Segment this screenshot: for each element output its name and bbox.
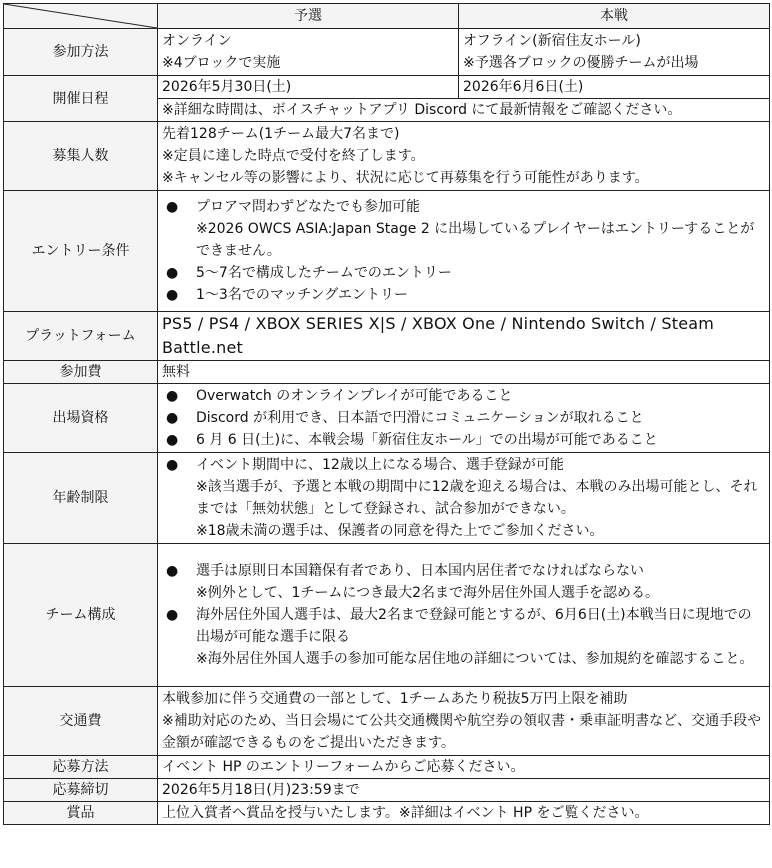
label-deadline: 応募締切 bbox=[4, 779, 158, 802]
qualification-content bbox=[158, 384, 770, 453]
team-content bbox=[158, 544, 770, 687]
transport-content bbox=[158, 687, 770, 756]
entry-bullet-3 bbox=[162, 284, 765, 306]
row-qualification bbox=[4, 384, 770, 453]
recruit-line3: ※キャンセル等の影響により、状況に応じて再募集を行う可能性があります。 bbox=[162, 170, 649, 186]
team-bullet-1-text: 選手は原則日本国籍保有者であり、日本国内居住者でなければならない bbox=[196, 563, 644, 579]
deadline-text: 2026年5月18日(月)23:59まで bbox=[158, 779, 770, 802]
qual-bullet-3 bbox=[162, 429, 765, 451]
qual-bullet-2 bbox=[162, 407, 765, 429]
method-prelim-line1: オンライン bbox=[162, 33, 232, 49]
row-prize bbox=[4, 802, 770, 825]
diagonal-line bbox=[4, 4, 157, 28]
bullet-icon: ● bbox=[166, 287, 179, 303]
bullet-icon: ● bbox=[166, 410, 179, 426]
row-method bbox=[4, 29, 770, 76]
header-row bbox=[4, 4, 770, 29]
method-prelim-line2: ※4ブロックで実施 bbox=[162, 55, 281, 71]
age-note-2: ※18歳未満の選手は、保護者の同意を得た上でご参加ください。 bbox=[196, 523, 604, 539]
row-deadline bbox=[4, 779, 770, 802]
team-note-1: ※例外として、1チームにつき最大2名まで海外居住外国人選手を認める。 bbox=[196, 585, 659, 601]
row-team bbox=[4, 544, 770, 687]
label-date: 開催日程 bbox=[4, 76, 158, 122]
entry-bullet-1-text: プロアマ問わずどなたでも参加可能 bbox=[196, 199, 420, 215]
qual-bullet-2-text: Discord が利用でき、日本語で円滑にコミュニケーションが取れること bbox=[196, 410, 644, 426]
header-final: 本戦 bbox=[459, 4, 770, 29]
label-fee: 参加費 bbox=[4, 361, 158, 384]
method-prelim bbox=[158, 29, 459, 76]
age-note-1: ※該当選手が、予選と本戦の期間中に12歳を迎える場合は、本戦のみ出場可能とし、それまでは「無効状態」として登録され、試合参加ができない。 bbox=[196, 479, 758, 517]
transport-line2: ※補助対応のため、当日会場にて公共交通機関や航空券の領収書・乗車証明書など、交通手段や金額が確認できるものをご提出いただきます。 bbox=[162, 713, 762, 751]
age-bullet-1 bbox=[162, 454, 765, 476]
row-age bbox=[4, 453, 770, 544]
row-transport bbox=[4, 687, 770, 756]
apply-text: イベント HP のエントリーフォームからご応募ください。 bbox=[158, 756, 770, 779]
label-transport: 交通費 bbox=[4, 687, 158, 756]
fee-text: 無料 bbox=[158, 361, 770, 384]
entry-bullet-3-text: 1～3名でのマッチングエントリー bbox=[196, 287, 408, 303]
label-prize: 賞品 bbox=[4, 802, 158, 825]
label-platform: プラットフォーム bbox=[4, 312, 158, 361]
method-final-line2: ※予選各ブロックの優勝チームが出場 bbox=[463, 55, 699, 71]
platform-text: PS5 / PS4 / XBOX SERIES X|S / XBOX One / Nintendo Switch / Steam Battle.net bbox=[158, 312, 770, 361]
team-bullet-2 bbox=[162, 604, 765, 648]
bullet-icon: ● bbox=[166, 457, 179, 473]
recruit-line2: ※定員に達した時点で受付を終了します。 bbox=[162, 148, 425, 164]
transport-line1: 本戦参加に伴う交通費の一部として、1チームあたり税抜5万円上限を補助 bbox=[162, 691, 628, 707]
team-note-2: ※海外居住外国人選手の参加可能な居住地の詳細については、参加規約を確認すること。 bbox=[196, 651, 754, 667]
label-age: 年齢制限 bbox=[4, 453, 158, 544]
row-entry bbox=[4, 191, 770, 312]
label-qualification: 出場資格 bbox=[4, 384, 158, 453]
entry-bullet-1-note: ※2026 OWCS ASIA:Japan Stage 2 に出場しているプレイヤーはエントリーすることができません。 bbox=[196, 221, 755, 259]
label-recruit: 募集人数 bbox=[4, 122, 158, 191]
row-platform bbox=[4, 312, 770, 361]
label-method: 参加方法 bbox=[4, 29, 158, 76]
date-note: ※詳細な時間は、ボイスチャットアプリ Discord にて最新情報をご確認ください。 bbox=[158, 99, 770, 122]
method-final-line1: オフライン(新宿住友ホール) bbox=[463, 33, 641, 49]
entry-bullet-1 bbox=[162, 196, 765, 218]
row-apply bbox=[4, 756, 770, 779]
bullet-icon: ● bbox=[166, 265, 179, 281]
label-entry: エントリー条件 bbox=[4, 191, 158, 312]
row-fee bbox=[4, 361, 770, 384]
age-bullet-1-text: イベント期間中に、12歳以上になる場合、選手登録が可能 bbox=[196, 457, 564, 473]
recruit-line1: 先着128チーム(1チーム最大7名まで) bbox=[162, 126, 400, 142]
bullet-icon: ● bbox=[166, 199, 179, 215]
row-recruit bbox=[4, 122, 770, 191]
prize-text: 上位入賞者へ賞品を授与いたします。※詳細はイベント HP をご覧ください。 bbox=[158, 802, 770, 825]
qual-bullet-1 bbox=[162, 385, 765, 407]
bullet-icon: ● bbox=[166, 607, 179, 623]
row-date bbox=[4, 76, 770, 99]
header-prelim: 予選 bbox=[158, 4, 459, 29]
date-prelim: 2026年5月30日(土) bbox=[158, 76, 459, 99]
qual-bullet-3-text: 6 月 6 日(土)に、本戦会場「新宿住友ホール」での出場が可能であること bbox=[196, 432, 658, 448]
team-bullet-1 bbox=[162, 560, 765, 582]
bullet-icon: ● bbox=[166, 388, 179, 404]
date-final: 2026年6月6日(土) bbox=[459, 76, 770, 99]
label-team: チーム構成 bbox=[4, 544, 158, 687]
qual-bullet-1-text: Overwatch のオンラインプレイが可能であること bbox=[196, 388, 513, 404]
event-info-table bbox=[3, 3, 770, 825]
label-apply: 応募方法 bbox=[4, 756, 158, 779]
bullet-icon: ● bbox=[166, 432, 179, 448]
entry-bullet-2 bbox=[162, 262, 765, 284]
corner-cell bbox=[4, 4, 158, 29]
entry-content bbox=[158, 191, 770, 312]
entry-bullet-2-text: 5～7名で構成したチームでのエントリー bbox=[196, 265, 452, 281]
recruit-content bbox=[158, 122, 770, 191]
age-content bbox=[158, 453, 770, 544]
team-bullet-2-text: 海外居住外国人選手は、最大2名まで登録可能とするが、6月6日(土)本戦当日に現地での出場が可能な選手に限る bbox=[196, 607, 752, 645]
method-final bbox=[459, 29, 770, 76]
bullet-icon: ● bbox=[166, 563, 179, 579]
